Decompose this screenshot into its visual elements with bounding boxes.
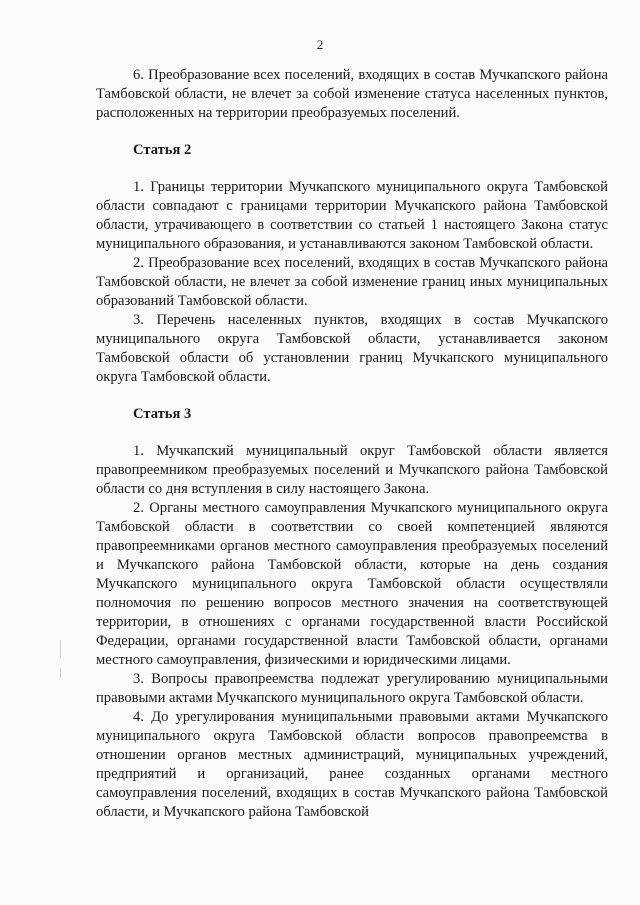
paragraph-article2-item1: 1. Границы территории Мучкапского муниципального округа Тамбовской области совпадают с границами территории Мучкапского района Тамбовской области, утрачивающего в соответствии со статьей 1 настоящего Закона статус муниципального образования, и устанавливаются законом Тамбовской области.	[96, 179, 608, 252]
document-body	[96, 66, 608, 822]
paragraph-article2-item2: 2. Преобразование всех поселений, входящих в состав Мучкапского района Тамбовской области, не влечет за собой изменение границ иных муниципальных образований Тамбовской области.	[96, 255, 608, 309]
paragraph-article3-item1: 1. Мучкапский муниципальный округ Тамбовской области является правопреемником преобразуемых поселений и Мучкапского района Тамбовской области со дня вступления в силу настоящего Закона.	[96, 443, 608, 497]
scan-artifact	[60, 668, 61, 678]
article-3-heading: Статья 3	[133, 406, 192, 422]
paragraph-article1-item6: 6. Преобразование всех поселений, входящих в состав Мучкапского района Тамбовской области, не влечет за собой изменение статуса населенных пунктов, расположенных на территории преобразуемых поселений.	[96, 67, 608, 121]
paragraph-article3-item4: 4. До урегулирования муниципальными правовыми актами Мучкапского муниципального округа Тамбовской области вопросов правопреемства в отношении органов местных администраций, муниципальных учреждений, предприятий и организаций, ранее созданных органами местного самоуправления поселений, входящих в состав Мучкапского района Тамбовской области, и Мучкапского района Тамбовской	[96, 709, 608, 820]
scan-artifact	[60, 640, 61, 658]
paragraph-article3-item3: 3. Вопросы правопреемства подлежат урегулированию муниципальными правовыми актами Мучкапского муниципального округа Тамбовской области.	[96, 671, 608, 706]
article-2-heading: Статья 2	[133, 142, 192, 158]
page-number: 2	[316, 37, 324, 52]
paragraph-article2-item3: 3. Перечень населенных пунктов, входящих в состав Мучкапского муниципального округа Тамбовской области, устанавливается законом Тамбовской области об установлении границ Мучкапского муниципального округа Тамбовской области.	[96, 312, 608, 385]
paragraph-article3-item2: 2. Органы местного самоуправления Мучкапского муниципального округа Тамбовской области в соответствии со своей компетенцией являются правопреемниками органов местного самоуправления преобразуемых поселений и Мучкапского района Тамбовской области, которые на день создания Мучкапского муниципального округа Тамбовской области осуществляли полномочия по решению вопросов местного значения на соответствующей территории, в отношениях с органами государственной власти Российской Федерации, органами государственной власти Тамбовской области, органами местного самоуправления, физическими и юридическими лицами.	[96, 500, 608, 668]
